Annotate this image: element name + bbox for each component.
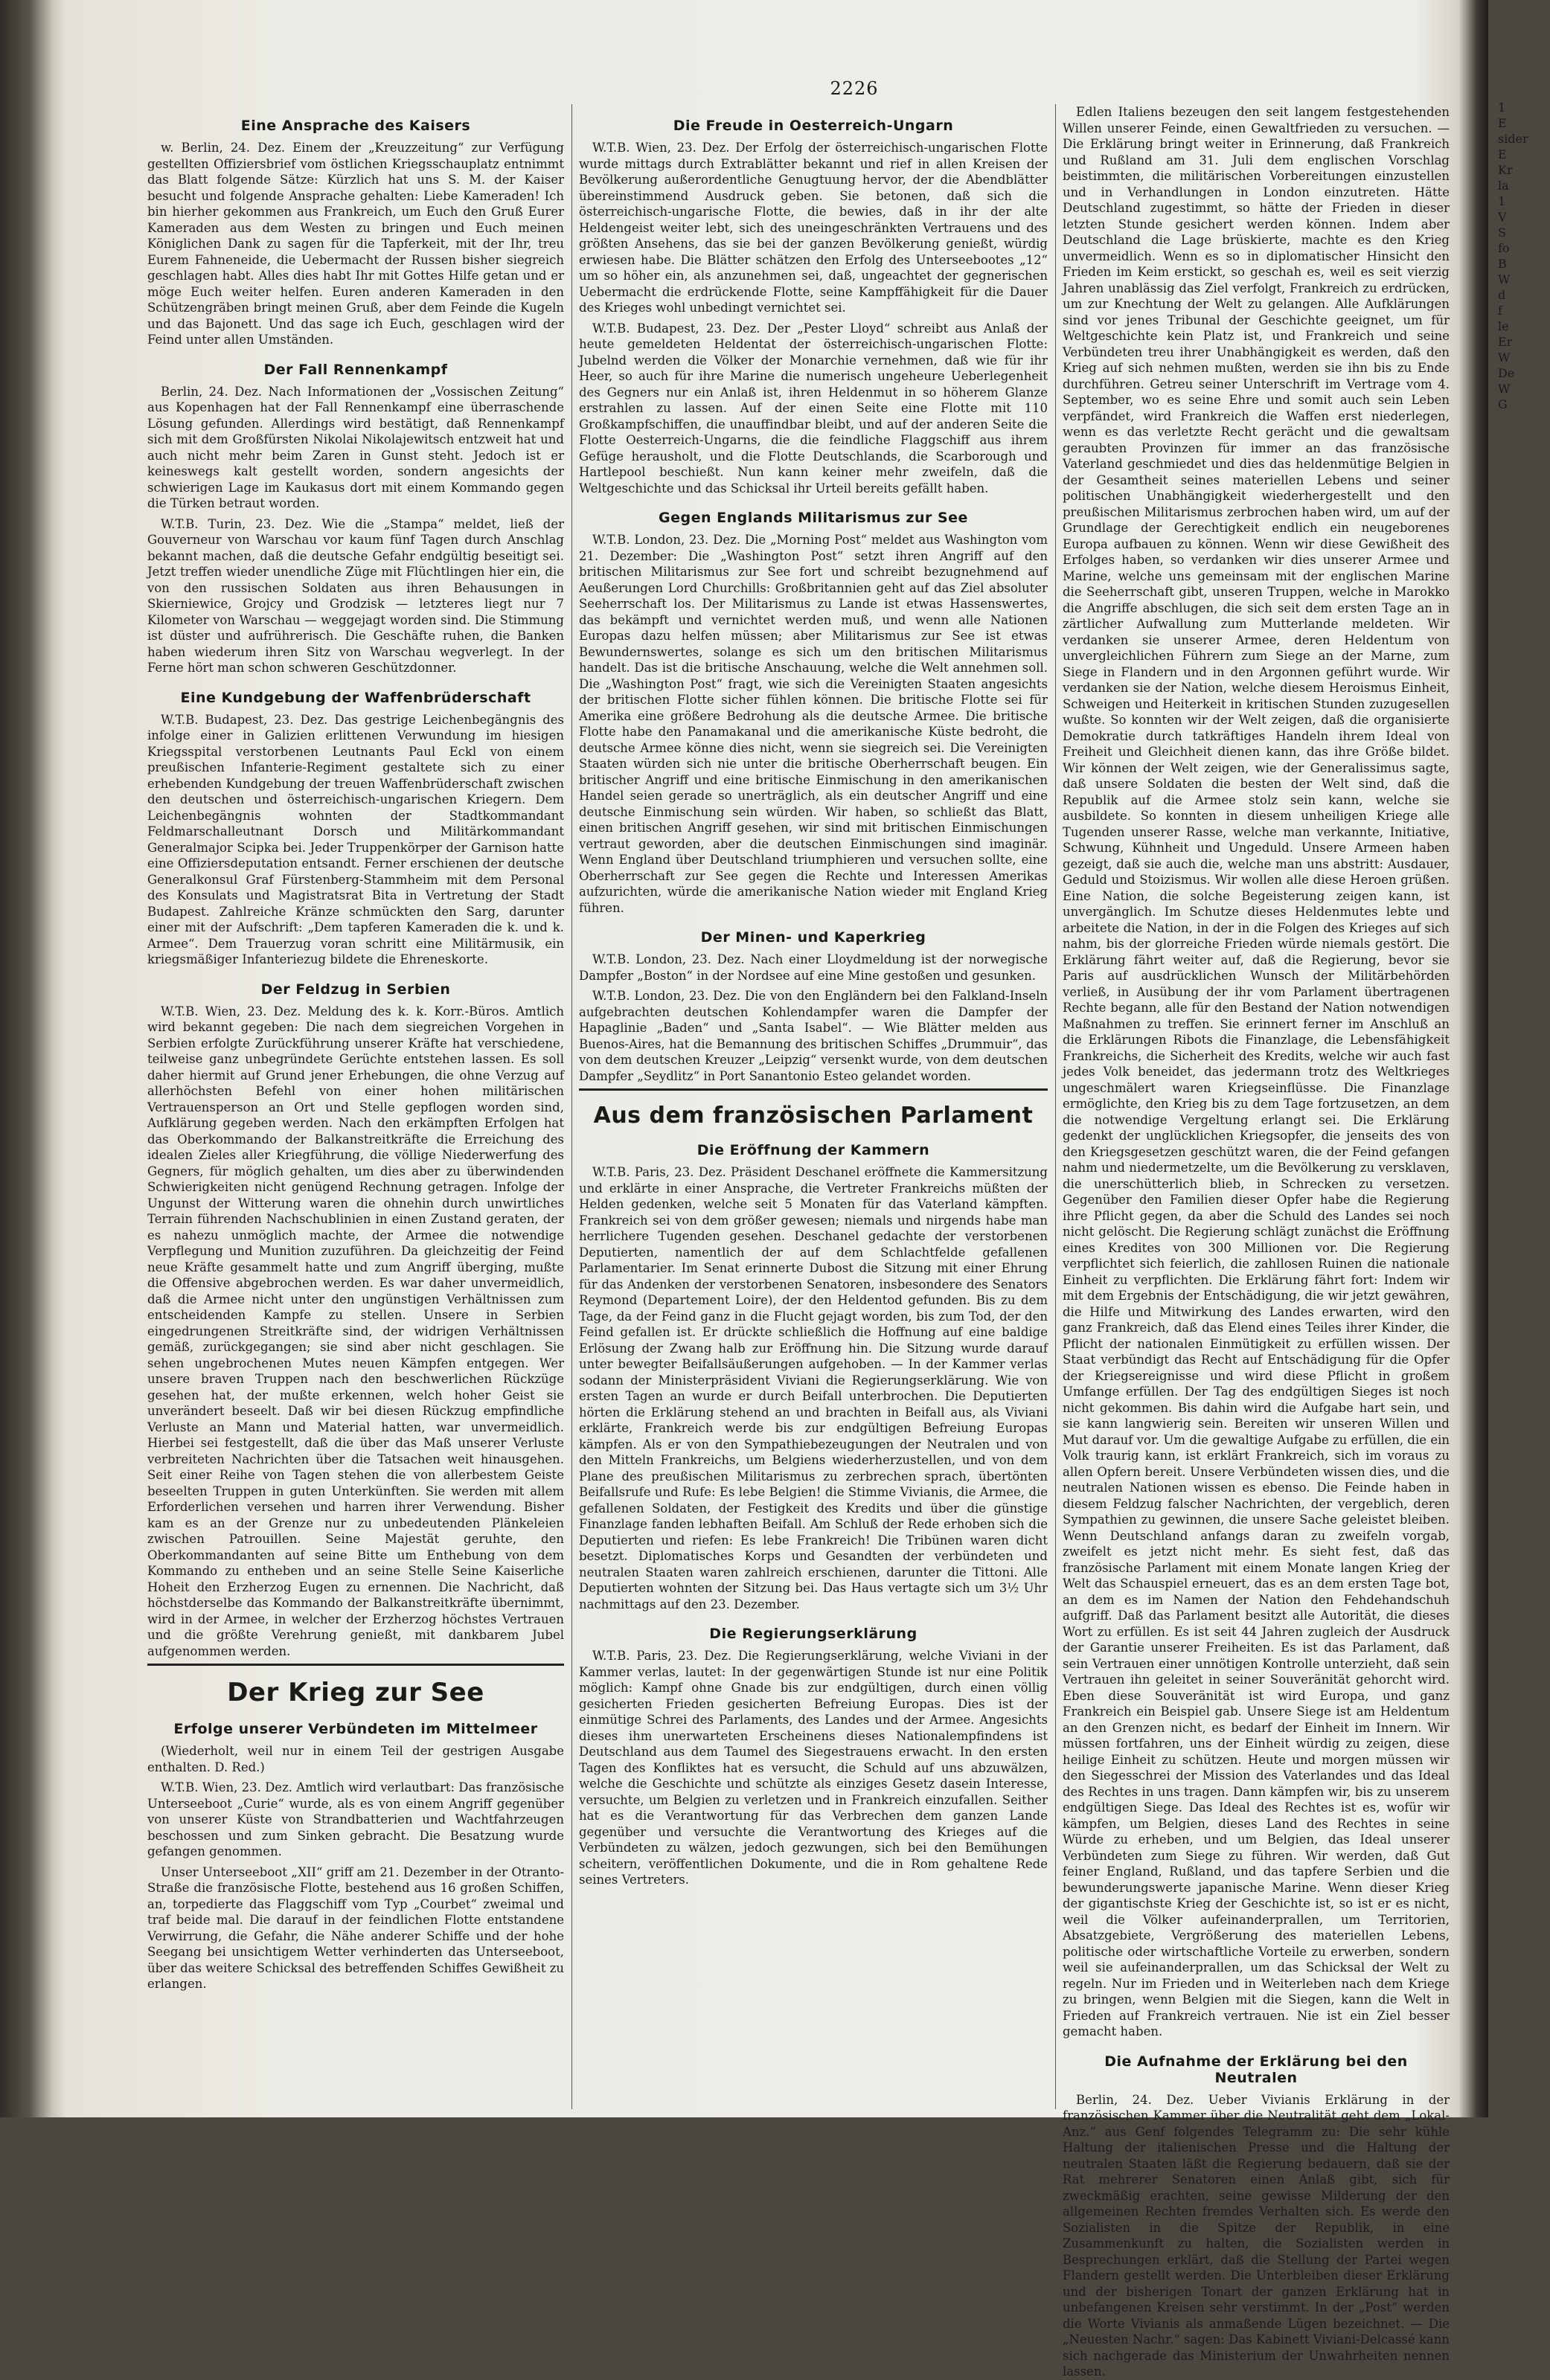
headline-waffenbruderschaft: Eine Kundgebung der Waffenbrüderschaft (180, 689, 531, 706)
subheadline-eroffnung: Die Eröffnung der Kammern (696, 1142, 930, 1158)
edge-fragment: Kr (1498, 163, 1513, 177)
article-paragraph: W.T.B. Wien, 23. Dez. Amtlich wird verlautbart: Das französische Unterseeboot „Curie“ wurde, als es von einem Angriff gegenüber von unserer Küste von Strandbatterien und Wachtfahrzeugen beschossen und zum Sinken gebracht. Die Besatzung wurde gefangen genommen. (147, 1780, 564, 1858)
edge-fragment: W (1498, 272, 1511, 286)
column-3 (1063, 104, 1450, 2379)
section-rule (147, 1664, 564, 1666)
adjacent-page-edge (1498, 100, 1550, 2169)
edge-fragment: E (1498, 147, 1507, 161)
edge-fragment: d (1498, 288, 1506, 302)
headline-kaiser: Eine Ansprache des Kaisers (240, 118, 471, 134)
article-paragraph: W.T.B. London, 23. Dez. Die von den Engländern bei den Falkland-Inseln aufgebrachten deutschen Kohlendampfer waren die Dampfer der Hapaglinie „Baden“ und „Santa Isabel“. — Wie Blätter melden aus Buenos-Aires, hat die Bemannung des britischen Schiffes „Drummuir“, das von dem deutschen Kreuzer „Leipzig“ versenkt wurde, von dem deutschen Dampfer „Seydlitz“ in Port Sanantonio Esteo gelandet worden. (579, 989, 1048, 1083)
headline-regierungserklarung: Die Regierungserklärung (709, 1626, 917, 1642)
headline-krieg-zur-see: Der Krieg zur See (227, 1678, 484, 1707)
edge-fragment: 1 (1498, 100, 1506, 115)
article-paragraph: W.T.B. Turin, 23. Dez. Wie die „Stampa“ meldet, ließ der Gouverneur von Warschau vor kaum fünf Tagen durch Anschlag bekannt machen, daß die deutsche Gefahr endgültig beseitigt sei. Jetzt treffen wieder unendliche Züge mit Flüchtlingen hier ein, die von den russischen Soldaten aus ihren Behausungen in Skierniewice, Grojcy und Grodzisk — letzteres liegt nur 7 Kilometer von Warschau — weggejagt worden sind. Die Stimmung ist düster und aufrührerisch. Die Geschäfte ruhen, die Banken haben wiederum ihren Sitz von Warschau wegverlegt. In der Ferne hört man schon schweren Geschützdonner. (147, 516, 564, 675)
column-divider (1055, 104, 1056, 2109)
edge-fragment: la (1498, 179, 1509, 193)
headline-rennenkampf: Der Fall Rennenkampf (263, 361, 448, 378)
article-paragraph: Unser Unterseeboot „XII“ griff am 21. Dezember in der Otranto-Straße die französische Flotte, bestehend aus 16 großen Schiffen, an, torpedierte das Flaggschiff vom Typ „Courbet“ zweimal und traf beide mal. Die darauf in der feindlichen Flotte entstandene Verwirrung, die Gefahr, die Nähe anderer Schiffe und der hohe Seegang bei unsichtigem Wetter verhinderten das Unterseeboot, über das weitere Schicksal des betreffenden Schiffes Gewißheit zu erlangen. (147, 1864, 565, 1991)
article-paragraph: W.T.B. Paris, 23. Dez. Präsident Deschanel eröffnete die Kammersitzung und erklärte in einer Ansprache, die Vertreter Frankreichs müßten der Helden gedenken, welche seit 5 Monaten für das Vaterland kämpften. Frankreich sei von dem größer gewesen; niemals und nirgends habe man herrlichere Tugenden gesehen. Deschanel gedachte der verstorbenen Deputierten, namentlich der auf dem Schlachtfelde gefallenen Parlamentarier. Im Senat erinnerte Dubost die Sitzung mit einer Ehrung für das Andenken der verstorbenen Senatoren, insbesondere des Senators Reymond (Departement Loire), der den Heldentod gefunden. Bis zu dem Tage, da der Feind ganz in die Flucht gejagt worden, bis zum Tod, der den Feind gefallen ist. Er drückte schließlich die Hoffnung auf eine baldige Erlösung der Zwang halb zur Eröffnung hin. Die Sitzung wurde darauf unter bewegter Beifallsäußerungen aufgehoben. — In der Kammer verlas sodann der Ministerpräsident Viviani die Regierungserklärung. Wie von ersten Tagen an wurde er durch Beifall unterbrochen. Die Deputierten hörten die Erklärung stehend an und brachten in Beifall aus, als Viviani erklärte, Frankreich werde bis zur endgültigen Befreiung Europas kämpfen. Als er von den Sympathiebezeugungen der Neutralen und von den Mitteln Frankreichs, um Belgiens wiederherzustellen, und von dem Plane des preußischen Militarismus zu zerbrechen sprach, übertönten Beifallsrufe und Rufe: Es lebe Belgien! die Stimme Vivianis, die Armee, die gefallenen Soldaten, der Festigkeit des Kredits und über die günstige Finanzlage fanden lebhaften Beifall. Am Schluß der Rede erhoben sich die Deputierten und riefen: Es lebe Frankreich! Die Tribünen waren dicht besetzt. Diplomatisches Korps und Gesandten der verbündeten und neutralen Staaten waren zahlreich erschienen, darunter die Tittoni. Alle Deputierten wohnten der Sitzung bei. Das Haus vertagte sich um 3½ Uhr nachmittags auf den 23. Dezember. (579, 1165, 1048, 1611)
edge-fragment: f (1498, 304, 1502, 318)
headline-parlament: Aus dem französischen Parlament (593, 1103, 1034, 1129)
article-paragraph: W.T.B. Budapest, 23. Dez. Das gestrige Leichenbegängnis des infolge einer in Galizien erlittenen Verwundung im hiesigen Kriegsspital verstorbenen Leutnants Paul Eckl von einem preußischen Infanterie-Regiment gestaltete sich zu einer erhebenden Kundgebung der treuen Waffenbrüderschaft zwischen den deutschen und österreichisch-ungarischen Kriegern. Dem Leichenbegängnis wohnten der Stadtkommandant Feldmarschalleutnant Dorsch und Militärkommandant Generalmajor Scipka bei. Jeder Truppenkörper der Garnison hatte eine Offiziersdeputation entsandt. Ferner erschienen der deutsche Generalkonsul Graf Fürstenberg-Stammheim mit dem Personal des Konsulats und Magistratsrat Bita in Vertretung der Stadt Budapest. Zahlreiche Kränze schmückten den Sarg, darunter einer mit der Aufschrift: „Dem tapferen Kameraden die k. und k. Armee“. Dem Trauerzug voran schritt eine Militärmusik, ein kriegsmäßiger Infanteriezug bildete die Ehreneskorte. (147, 712, 564, 966)
column-1 (147, 104, 564, 2109)
edge-fragment: V (1498, 210, 1507, 224)
article-paragraph: W.T.B. London, 23. Dez. Nach einer Lloydmeldung ist der norwegische Dampfer „Boston“ in der Nordsee auf eine Mine gestoßen und gesunken. (579, 952, 1048, 983)
edge-fragment: B (1498, 257, 1507, 271)
article-paragraph: w. Berlin, 24. Dez. Einem der „Kreuzzeitung“ zur Verfügung gestellten Offiziersbrief vom östlichen Kriegsschauplatz entnimmt das Blatt folgende Sätze: Kürzlich hat uns S. M. der Kaiser besucht und folgende Ansprache gehalten: Liebe Kameraden! Ich bin hierher gekommen aus Frankreich, um Euch den Gruß Eurer Kameraden aus dem Westen zu bringen und Euch meinen Königlichen Dank zu sagen für die Tapferkeit, mit der Ihr, treu Eurem Fahneneide, die Uebermacht der Russen bisher siegreich geschlagen habt. Alles dies habt Ihr mit Gottes Hilfe getan und er möge Euch weiter helfen. Euren anderen Kameraden in den Schützengräben bringt meinen Gruß, aber dem Feinde die Kugeln und das Bajonett. Und das sage ich Euch, geschlagen wird der Feind unter allen Umständen. (147, 141, 564, 347)
edge-fragment: E (1498, 116, 1507, 130)
headline-freude: Die Freude in Oesterreich-Ungarn (673, 118, 954, 134)
edge-fragment: S (1498, 225, 1506, 240)
newspaper-page (65, 71, 1528, 2379)
article-paragraph: Berlin, 24. Dez. Ueber Vivianis Erklärung in der französischen Kammer über die Neutralität geht dem „Lokal-Anz.“ aus Genf folgendes Telegramm zu: Die sehr kühle Haltung der italienischen Presse und die Haltung der neutralen Staaten läßt die Regierung bedauern, daß sie der Rat mehrerer Senatoren einen Anlaß gibt, sich für zweckmäßig erachten, seine gewisse Milderung der den allgemeinen Rechten fremdes Verhalten sich. Es werde den Sozialisten in die Spitze der Republik, in eine Zusammenkunft zu halten, die Sozialisten werden in Besprechungen erklärt, daß die Stellung der Partei wegen Flandern gestellt werden. Die Unterbleiben dieser Erklärung und der bisherigen Tonart der ganzen Erklärung hat in unbefangenen Kreisen sehr verstimmt. In der „Post“ werden die Worte Vivianis als anmaßende Lügen bezeichnet. — Die „Neuesten Nachr.“ sagen: Das Kabinett Viviani-Delcassé kann sich nachgerade das Ministerium der Unwahrheiten nennen lassen. (1063, 2092, 1450, 2379)
edge-fragment: fo (1498, 241, 1510, 255)
section-rule (579, 1088, 1048, 1091)
article-paragraph: W.T.B. Paris, 23. Dez. Die Regierungserklärung, welche Viviani in der Kammer verlas, lautet: In der gegenwärtigen Stunde ist nur eine Politik möglich: Kampf ohne Gnade bis zur endgültigen, durch einen völlig gesicherten Frieden gesicherten Befreiung Europas. Dies ist der einmütige Schrei des Parlaments, des Landes und der Armee. Angesichts dieses ihm unerwarteten Erscheinens dieses Nationalempfindens ist Deutschland aus dem Taumel des Siegestrauens erwacht. In den ersten Tagen des Konfliktes hat es versucht, die Schuld auf uns abzuwälzen, welche die Geschichte und schützte als einziges Gesetz dasein Interesse, versuchte, um Belgien zu verletzen und in Frankreich einzufallen. Seither hat es die Verantwortung für das Verbrechen dem ganzen Lande gegenüber und versuchte die Verantwortung des Krieges auf die Verbündeten zu wälzen, jedoch gezwungen, sich bei den Bemühungen scheitern, veröffentlichen Dokumente, und die in Rom gehaltene Rede seines Vertreters. (579, 1649, 1048, 1887)
article-paragraph: Edlen Italiens bezeugen den seit langem festgestehenden Willen unserer Feinde, einen Gewaltfrieden zu versuchen. — Die Erklärung bringt weiter in Erinnerung, daß Frankreich und Rußland am 31. Juli dem englischen Vorschlag beistimmten, die militärischen Vorbereitungen einzustellen und in Verhandlungen in London einzutreten. Hätte Deutschland zugestimmt, so hätte der Frieden in dieser letzten Stunde gesichert werden können. Indem aber Deutschland die Lage brüskierte, machte es den Krieg unvermeidlich. Wenn es so in diplomatischer Hinsicht den Frieden im Keim erstickt, so geschah es, weil es seit vierzig Jahren unablässig das Ziel verfolgt, Frankreich zu erdrücken, um zur Knechtung der Welt zu gelangen. Alle Aufklärungen sind vor jenes Tribunal der Geschichte geeignet, um für Weltgeschichte kein Platz ist, und Frankreich und seine Verbündeten treu ihrer Unabhängigkeit es werden, daß den Krieg auf sich nehmen mußten, werden sie ihn bis zu Ende durchführen. Getreu seiner Unterschrift im Vertrage vom 4. September, wo es seine Ehre und somit auch sein Leben verpfändet, wird Frankreich die Waffen erst niederlegen, wenn es das verletzte Recht gerächt und die gewaltsam geraubten Provinzen für immer an das französische Vaterland geschmiedet und dies das heldenmütige Belgien in der Gesamtheit seines materiellen Lebens und seiner politischen Unabhängigkeit wiederhergestellt und den preußischen Militarismus zerbrochen haben wird, um auf der Grundlage der Gerechtigkeit endlich ein neugeborenes Europa aufbauen zu können. Wenn wir diese Gewißheit des Erfolges haben, so verdanken wir dies unserer Armee und Marine, welche uns gemeinsam mit der englischen Marine die Seeherrschaft gibt, unseren Truppen, welche in Marokko die Angriffe abschlugen, die sich seit dem ersten Tage an in zärtlicher Aufwallung zum Mutterlande meldeten. Wir verdanken sie unserer Armee, deren Heldentum von unvergleichlichen Führern zum Siege an der Marne, zum Siege in Flandern und in den Argonnen geführt wurde. Wir verdanken sie der Nation, welche diesem Heroismus Einheit, Schweigen und Heiterkeit in kritischen Stunden zuzugesellen wußte. So konnten wir der Welt zeigen, daß die organisierte Demokratie durch tatkräftiges Handeln ihrem Ideal von Freiheit und Gleichheit dienen kann, das ihre Größe bildet. Wir können der Welt zeigen, wie der Generalissimus sagte, daß unsere Soldaten die besten der Welt sind, daß die Republik auf die Armee stolz sein kann, welche sie ausbildete. So konnten in diesem unheiligen Kriege alle Tugenden unserer Rasse, welche man verkannte, Initiative, Schwung, Kühnheit und Ungeduld. Unsere Armeen haben gezeigt, daß sie auch die, welche man uns abstritt: Ausdauer, Geduld und Stoizismus. Wir wollen alle diese Heroen grüßen. Eine Nation, die solche Begeisterung zeigen kann, ist unvergänglich. Im Schutze dieses Heldenmutes lebte und arbeitete die Nation, in der in die Folgen des Krieges auf sich nahm, bis der glorreiche Frieden würde niemals gestört. Die Erklärung fährt weiter auf, daß die Regierung, bevor sie Paris auf ausdrücklichen Wunsch der Militärbehörden verließ, in Ausübung der ihr vom Parlament übertragenen Rechte begann, alle für den Bestand der Nation notwendigen Maßnahmen zu treffen. Sie erinnert ferner im Anschluß an die Erklärungen Ribots die Finanzlage, die Lebensfähigkeit Frankreichs, die Sicherheit des Kredits, welche wir auch fast jedes Volk beneidet, das jedermann trotz des Weltkrieges ungeschmälert waren Kriegseinflüsse. Die Finanzlage ermöglichte, den Krieg bis zu dem Tage fortzusetzen, an dem die notwendige Vergeltung erlangt sei. Die Erklärung gedenkt der unglücklichen Kriegsopfer, die jenseits des von den Kriegsgesetzen geschützt waren, die der Feind gefangen nahm und niedermetzelte, um die Bevölkerung zu versklaven, die unerschütterlich blieb, in Schrecken zu versetzen. Gegenüber den Familien dieser Opfer habe die Regierung ihre Pflicht gegen, da aber die Schuld des Landes sei noch nicht gelöscht. Die Regierung schlägt zunächst die Eröffnung eines Kredites von 300 Millionen vor. Die Regierung verpflichtet sich feierlich, die zahllosen Ruinen die nationale Einheit zu verpflichten. Die Erklärung fährt fort: Indem wir mit dem Ergebnis der Entschädigung, die wir jetzt gewähren, die Hilfe und Mitwirkung des Landes erwarten, wird den ganz Frankreich, daß das Elend eines Teiles ihrer Kinder, die Pflicht der nationalen Einmütigkeit zu erfüllen wissen. Der Staat verbündigt das Recht auf Entschädigung für die Opfer der Kriegsereignisse und wird diese Pflicht in großem Umfange erfüllen. Der Tag des endgültigen Sieges ist noch nicht gekommen. Bis dahin wird die Aufgabe hart sein, und sie kann langwierig sein. Bereiten wir unseren Willen und Mut darauf vor. Um die gewaltige Aufgabe zu erfüllen, die ein Volk traurig kann, ist erklärt Frankreich, sich im voraus zu allen Opfern bereit. Unsere Verbündeten wissen dies, und die neutralen Nationen wissen es ebenso. Die Feinde haben in diesem Feldzug falscher Nachrichten, der vergeblich, deren Sympathien zu gewinnen, die unsere Sache geleistet bleiben. Wenn Deutschland anfangs daran zu zweifeln vorgab, zweifelt es jetzt nicht mehr. Es sieht fest, daß das französische Parlament mit einem Monate langen Krieg der Welt das Schauspiel erneuert, das es an dem ersten Tage bot, an dem es im Namen der Nation den Fehdehandschuh aufgriff. Daß das Parlament besitzt alle Autorität, die dieses Wort zu erfüllen. Es ist seit 44 Jahren zugleich der Ausdruck der Garantie unserer Freiheiten. Es ist das Parlament, daß sein Vertrauen einer unnötigen Kontrolle unterzieht, daß sein Vertrauen ihn geleitet in seiner Souveränität gehorcht wird. Eben diese Souveränität ist wird Europa, und ganz Frankreich ein Beispiel gab. Unsere Siege ist am Heldentum an den Grenzen nicht, es bedarf der Einheit im Innern. Wir müssen fortfahren, uns der Einheit würdig zu zeigen, diese heilige Einheit zu schützen. Heute und morgen müssen wir den Siegesschrei der Mission des Vaterlandes und das Ideal des Rechtes in uns tragen. Dann kämpfen wir, bis zu unserem endgültigen Siege. Das Ideal des Rechtes ist es, wofür wir kämpfen, um Belgien, dieses Land des Rechtes in seine Würde zu erheben, und um Belgien, das Ideal unserer Verbündeten zum Siege zu führen. Wir werden, daß Gut feiner England, Rußland, und das tapfere Serbien und die bewunderungswerte japanische Marine. Wenn dieser Krieg der gigantischste Krieg der Geschichte ist, so ist er es nicht, weil die Völker aufeinanderprallen, um Territorien, Absatzgebiete, Vergrößerung des materiellen Lebens, politische oder wirtschaftliche Vorteile zu erwerben, sondern weil sie aufeinanderprallen, um das Schicksal der Welt zu regeln. Nur im Frieden und in Weiterleben nach dem Kriege zu bringen, wenn Belgien mit die Siegen, kann die Welt in Frieden auf Frankreich vertrauen. Nie ist ein Ziel besser gemacht haben. (1063, 105, 1450, 2039)
column-2 (579, 104, 1048, 2109)
edge-fragment: W (1498, 350, 1511, 365)
article-paragraph: (Wiederholt, weil nur in einem Teil der gestrigen Ausgabe enthalten. D. Red.) (147, 1744, 564, 1774)
edge-fragment: W (1498, 382, 1511, 396)
headline-neutralen: Die Aufnahme der Erklärung bei den Neutralen (1104, 2053, 1408, 2086)
subheadline-mittelmeer: Erfolge unserer Verbündeten im Mittelmeer (173, 1721, 538, 1737)
headline-militarismus: Gegen Englands Militarismus zur See (659, 510, 968, 526)
headline-minen-kaperkrieg: Der Minen- und Kaperkrieg (700, 929, 926, 946)
edge-fragment: le (1498, 319, 1509, 333)
edge-fragment: De (1498, 366, 1515, 380)
article-paragraph: W.T.B. Budapest, 23. Dez. Der „Pester Lloyd“ schreibt aus Anlaß der heute gemeldeten Heldentat der österreichisch-ungarischen Flotte: Jubelnd werden die Völker der Monarchie vernehmen, daß wie für ihr Heer, so auch für ihre Marine die numerisch ungeheure Ueberlegenheit des Gegners nur ein Anlaß ist, ihren Heldenmut in so höherem Glanze erstrahlen zu lassen. Auf der einen Seite eine Flotte mit 110 Großkampfschiffen, die unauffindbar bleibt, und auf der anderen Seite die Flotte Oesterreich-Ungarns, die die feindliche Flaggschiff aus ihrem Gefüge herausholt, und die Flotte Deutschlands, die Scarborough und Hartlepool beschießt. Nun kann keiner mehr zweifeln, daß die Weltgeschichte und das Schicksal ihr Urteil bereits gefällt haben. (579, 321, 1048, 495)
edge-fragment: G (1498, 397, 1508, 411)
article-paragraph: W.T.B. Wien, 23. Dez. Der Erfolg der österreichisch-ungarischen Flotte wurde mittags durch Extrablätter bekannt und rief in allen Kreisen der Bevölkerung außerordentliche Genugtuung hervor, der die Abendblätter übereinstimmend Ausdruck geben. Sie betonen, daß sich die österreichisch-ungarische Flotte, die bewies, daß in ihr der alte Heldengeist weiter lebt, sich des uneingeschränkten Vertrauens und des größten Ansehens, das sie bei der ganzen Bevölkerung genießt, würdig erwiesen habe. Die Blätter schätzen den Erfolg des Unterseebootes „12“ um so höher ein, als anzunehmen sei, daß, ungeachtet der gegnerischen Uebermacht die erdrückende Flotte, seine Kampffähigkeit für die Dauer des Krieges wohl unbedingt vernichtet sei. (579, 141, 1048, 315)
article-paragraph: W.T.B. London, 23. Dez. Die „Morning Post“ meldet aus Washington vom 21. Dezember: Die „Washington Post“ setzt ihren Angriff auf den britischen Militarismus zur See fort und schreibt bezugnehmend auf Aeußerungen Lord Churchills: Großbritannien geht auf das Ziel absoluter Seeherrschaft los. Der Militarismus zu Lande ist etwas Hassenswertes, das bekämpft und vernichtet werden muß, und wenn alle Nationen Europas dazu helfen müssen; aber Militarismus zur See ist etwas Bewundernswertes, solange es sich um den britischen Militarismus handelt. Das ist die britische Anschauung, welche die Welt annehmen soll. Die „Washington Post“ fragt, wie sich die Vereinigten Staaten angesichts der britischen Flotte sicher fühlen können. Die britische Flotte sei für Amerika eine größere Bedrohung als die deutsche Armee. Die britische Flotte habe den Panamakanal und die amerikanische Küste bedroht, die deutsche Armee könne dies nicht, wenn sie siegreich sei. Die Vereinigten Staaten würden sich nie unter die britische Oberherrschaft beugen. Ein britischer Angriff und eine britische Einmischung in den amerikanischen Handel seien gerade so unerträglich, als ein deutscher Angriff und eine deutsche Einmischung sein würden. Wir haben, so schließt das Blatt, einen britischen Angriff gesehen, wir sind mit britischen Einmischungen vertraut geworden, aber die deutschen Einmischungen sind imaginär. Wenn England über Deutschland triumphieren und versuchen sollte, eine Oberherrschaft zur See gegen die Rechte und Interessen Amerikas aufzurichten, würde die amerikanische Nation wieder mit England Krieg führen. (579, 533, 1048, 915)
page-number: 2226 (830, 78, 879, 99)
headline-serbien: Der Feldzug in Serbien (260, 981, 451, 998)
column-divider (571, 104, 572, 2109)
article-paragraph: W.T.B. Wien, 23. Dez. Meldung des k. k. Korr.-Büros. Amtlich wird bekannt gegeben: Die nach dem siegreichen Vorgehen in Serbien erfolgte Zurückführung unserer Kräfte hat verschiedene, teilweise ganz unbegründete Gerüchte entstehen lassen. Es soll daher hiermit auf Grund jener Erhebungen, die ohne Verzug auf allerhöchsten Befehl von einer hohen militärischen Vertrauensperson an Ort und Stelle gepflogen worden sind, Aufklärung gegeben werden. Nach den erkämpften Erfolgen hat das Oberkommando der Balkanstreitkräfte die Erreichung des idealen Zieles aller Kriegführung, die völlige Niederwerfung des Gegners, für möglich gehalten, um dies aber zu überwindenden Schwierigkeiten nicht genügend Rechnung getragen. Infolge der Ungunst der Witterung waren die ohnehin durch unwirtliches Terrain führenden Nachschublinien in einen Zustand geraten, der es nahezu unmöglich machte, der Armee die notwendige Verpflegung und Munition zuzuführen. Da gleichzeitig der Feind neue Kräfte gesammelt hatte und zum Angriff überging, mußte die Offensive abgebrochen werden. Es war daher unvermeidlich, daß die Armee nicht unter den ungünstigen Verhältnissen zum entscheidenden Kampfe zu stellen. Unsere in Serbien eingedrungenen Streitkräfte sind, der widrigen Verhältnissen gemäß, zurückgegangen; sie sind aber nicht geschlagen. Sie sehen ungebrochenen Mutes neuen Kämpfen entgegen. Wer unsere braven Truppen nach den beschwerlichen Rückzüge gesehen hat, der mußte erkennen, welch hoher Geist sie unverändert beseelt. Daß wir bei diesen Rückzug empfindliche Verluste an Mann und Material hatten, war unvermeidlich. Hierbei sei festgestellt, daß die über das Maß unserer Verluste verbreiteten Nachrichten über die Tatsachen weit hinausgehen. Seit einer Reihe von Tagen stehen die von allerbestem Geiste beseelten Truppen in guten Unterkünften. Sie werden mit allem Erforderlichen versehen und harren ihrer Verwendung. Bisher kam es an der Grenze nur zu unbedeutenden Plänkeleien zwischen Patrouillen. Seine Majestät geruhte, den Oberkommandanten auf seine Bitte um Enthebung von dem Kommando zu entheben und an seine Stelle Seine Kaiserliche Hoheit den Erzherzog Eugen zu ernennen. Die Nachricht, daß höchstderselbe das Kommando der Balkanstreitkräfte übernimmt, wird in der Armee, in welcher der Erzherzog höchstes Vertrauen und die größte Verehrung genießt, mit dankbarem Jubel aufgenommen werden. (147, 1004, 564, 1658)
edge-fragment: 1 (1498, 194, 1506, 208)
article-paragraph: Berlin, 24. Dez. Nach Informationen der „Vossischen Zeitung“ aus Kopenhagen hat der Fall Rennenkampf eine überraschende Lösung gefunden. Allerdings wird bestätigt, daß Rennenkampf sich mit dem Großfürsten Nikolai Nikolajewitsch entzweit hat und auch nicht mehr beim Zaren in Gunst steht. Jedoch ist er keineswegs kalt gestellt worden, sondern angesichts der schwierigen Lage im Kaukasus dort mit einem Kommando gegen die Türken betraut worden. (147, 384, 564, 510)
edge-fragment: Er (1498, 335, 1513, 349)
edge-fragment: sider (1498, 132, 1528, 146)
